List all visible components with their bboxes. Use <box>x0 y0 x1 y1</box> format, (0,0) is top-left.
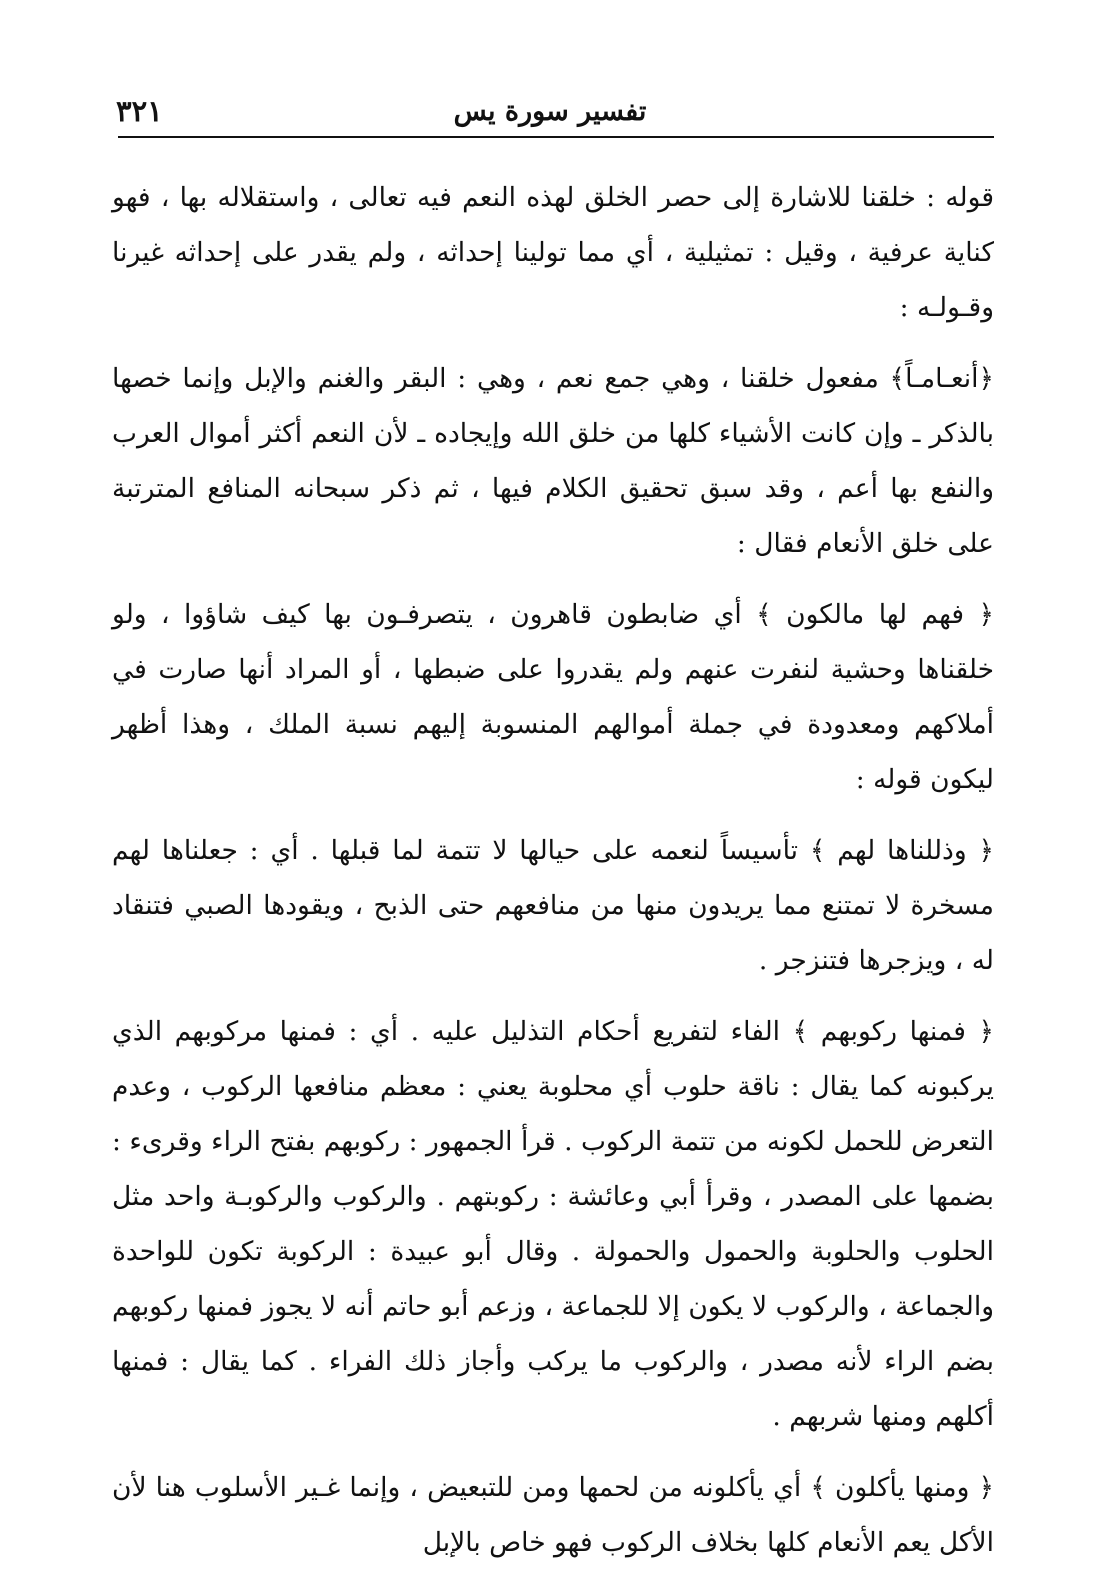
paragraph: قوله : خلقنا للاشارة إلى حصر الخلق لهذه النعم فيه تعالى ، واستقلاله بها ، فهو كناية عرفية ، وقيل : تمثيلية ، أي مما تولينا إحداثه ، ولم يقدر على إحداثه غيرنا وقـولـه : <box>112 182 994 323</box>
body-text <box>112 170 994 1570</box>
running-title: تفسير سورة يس <box>453 96 647 127</box>
paragraph: ﴿ فهم لها مالكون ﴾ أي ضابطون قاهرون ، يتصرفـون بها كيف شاؤوا ، ولو خلقناها وحشية لنفرت عنهم ولم يقدروا على ضبطها ، أو المراد أنها صارت في أملاكهم ومعدودة في جملة أموالهم المنسوبة إليهم نسبة الملك ، وهذا أظهر ليكون قوله : <box>112 599 994 795</box>
page-number: ٣٢١ <box>116 94 163 128</box>
paragraph: ﴿ وذللناها لهم ﴾ تأسيساً لنعمه على حيالها لا تتمة لما قبلها . أي : جعلناها لهم مسخرة لا تمتنع مما يريدون منها من منافعهم حتى الذبح ، ويقودها الصبي فتنقاد له ، ويزجرها فتنزجر . <box>112 835 994 976</box>
paragraph: ﴿أنعـامـاً﴾ مفعول خلقنا ، وهي جمع نعم ، وهي : البقر والغنم والإبل وإنما خصها بالذكر ـ وإن كانت الأشياء كلها من خلق الله وإيجاده ـ لأن النعم أكثر أموال العرب والنفع بها أعم ، وقد سبق تحقيق الكلام فيها ، ثم ذكر سبحانه المنافع المترتبة على خلق الأنعام فقال : <box>112 363 994 559</box>
paragraph: ﴿ فمنها ركوبهم ﴾ الفاء لتفريع أحكام التذليل عليه . أي : فمنها مركوبهم الذي يركبونه كما يقال : ناقة حلوب أي محلوبة يعني : معظم منافعها الركوب ، وعدم التعرض للحمل لكونه من تتمة الركوب . قرأ الجمهور : ركوبهم بفتح الراء وقرىء : بضمها على المصدر ، وقرأ أبي وعائشة : ركوبتهم . والركوب والركوبـة واحد مثل الحلوب والحلوبة والحمول والحمولة . وقال أبو عبيدة : الركوبة تكون للواحدة والجماعة ، والركوب لا يكون إلا للجماعة ، وزعم أبو حاتم أنه لا يجوز فمنها ركوبهم بضم الراء لأنه مصدر ، والركوب ما يركب وأجاز ذلك الفراء . كما يقال : فمنها أكلهم ومنها شربهم . <box>112 1016 994 1432</box>
header-divider <box>118 136 994 138</box>
paragraph: ﴿ ومنها يأكلون ﴾ أي يأكلونه من لحمها ومن للتبعيض ، وإنما غـير الأسلوب هنا لأن الأكل يعم الأنعام كلها بخلاف الركوب فهو خاص بالإبل <box>112 1472 994 1558</box>
page-header <box>110 92 990 140</box>
